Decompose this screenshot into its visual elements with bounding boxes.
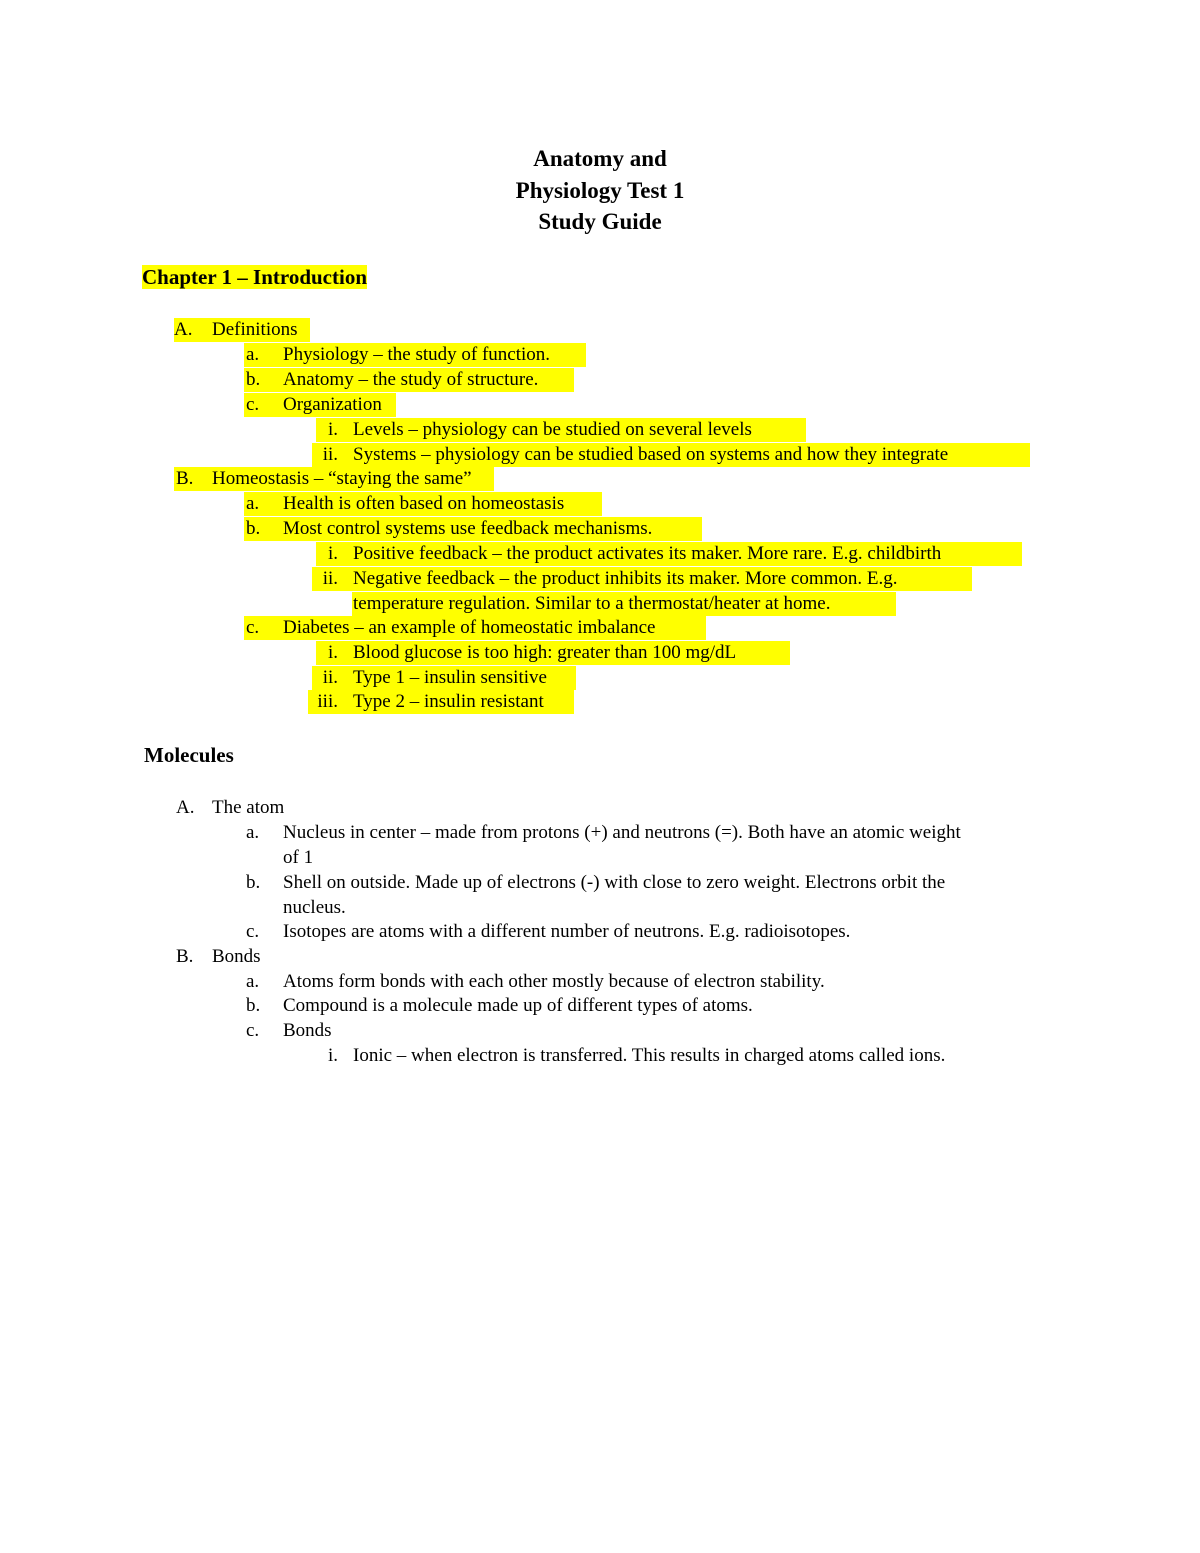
outline-text: Ionic – when electron is transferred. This results in charged atoms called ions.: [353, 1045, 946, 1066]
outline-item-A-c: [246, 392, 382, 417]
outline-marker: i.: [327, 1045, 338, 1066]
outline-marker: B.: [176, 468, 194, 489]
outline-text: Bonds: [283, 1020, 332, 1041]
molecules-heading: Molecules: [144, 743, 234, 767]
outline-marker: B.: [176, 946, 194, 967]
outline-item-A-b: [246, 367, 539, 392]
outline-item-B-c: [246, 615, 656, 640]
outline-text: Health is often based on homeostasis: [283, 493, 565, 514]
chapter-1-heading-text: Chapter 1 – Introduction: [142, 265, 368, 289]
chapter-1-heading: [142, 264, 367, 290]
outline-text: Negative feedback – the product inhibits its maker. More common. E.g.: [353, 568, 898, 589]
outline-marker: ii.: [322, 667, 338, 688]
outline-text: Physiology – the study of function.: [283, 344, 551, 365]
outline-text: Definitions: [212, 319, 298, 340]
document-title-line-3: Study Guide: [538, 209, 662, 234]
outline-text: Atoms form bonds with each other mostly because of electron stability.: [283, 971, 825, 992]
molecules-item-A-a-continuation: of 1: [283, 847, 314, 868]
document-title-line-1: Anatomy and: [533, 146, 667, 171]
molecules-item-B: [176, 944, 261, 969]
outline-marker: a.: [246, 344, 260, 365]
outline-text: Levels – physiology can be studied on several levels: [353, 419, 752, 440]
outline-marker: a.: [246, 493, 260, 514]
outline-text: Type 1 – insulin sensitive: [353, 667, 547, 688]
outline-marker: A.: [176, 797, 195, 818]
outline-text: Type 2 – insulin resistant: [353, 691, 544, 712]
molecules-item-B-a: [246, 969, 825, 994]
outline-text: Isotopes are atoms with a different number of neutrons. E.g. radioisotopes.: [283, 921, 851, 942]
outline-marker: b.: [246, 518, 261, 539]
outline-marker: iii.: [317, 691, 338, 712]
outline-item-A-a: [246, 342, 551, 367]
outline-text: Diabetes – an example of homeostatic imbalance: [283, 617, 656, 638]
outline-marker: i.: [327, 543, 338, 564]
outline-marker: b.: [246, 872, 261, 893]
outline-marker: c.: [246, 394, 260, 415]
outline-text: Blood glucose is too high: greater than 100 mg/dL: [353, 642, 737, 663]
outline-marker: ii.: [322, 444, 338, 465]
outline-text: Most control systems use feedback mechanisms.: [283, 518, 653, 539]
outline-text: The atom: [212, 797, 285, 818]
outline-marker: A.: [174, 319, 193, 340]
outline-marker: c.: [246, 921, 260, 942]
molecules-item-B-b: [246, 993, 753, 1018]
outline-text: Shell on outside. Made up of electrons (-) with close to zero weight. Electrons orbit the: [283, 872, 946, 893]
outline-item-B-b: [246, 516, 653, 541]
outline-text: Positive feedback – the product activates its maker. More rare. E.g. childbirth: [353, 543, 942, 564]
outline-text: Bonds: [212, 946, 261, 967]
outline-text: Organization: [283, 394, 382, 415]
outline-marker: b.: [246, 995, 261, 1016]
molecules-item-A-c: [246, 919, 851, 944]
outline-text: Homeostasis – “staying the same”: [212, 468, 472, 489]
outline-item-B-a: [246, 491, 565, 516]
molecules-item-A-a: [246, 820, 961, 845]
outline-marker: ii.: [322, 568, 338, 589]
molecules-item-A: [176, 795, 285, 820]
outline-marker: c.: [246, 1020, 260, 1041]
outline-text: Anatomy – the study of structure.: [283, 369, 539, 390]
outline-marker: c.: [246, 617, 260, 638]
outline-text: Compound is a molecule made up of different types of atoms.: [283, 995, 753, 1016]
outline-text: Systems – physiology can be studied based on systems and how they integrate: [353, 444, 949, 465]
molecules-item-B-c: [246, 1018, 332, 1043]
molecules-item-A-b-continuation: nucleus.: [283, 897, 346, 918]
outline-item-B-b-ii-continuation: temperature regulation. Similar to a thermostat/heater at home.: [353, 593, 831, 614]
outline-marker: a.: [246, 971, 260, 992]
outline-marker: i.: [327, 642, 338, 663]
document-title-line-2: Physiology Test 1: [515, 178, 685, 203]
outline-item-A: [174, 317, 298, 342]
molecules-item-A-b: [246, 870, 946, 895]
outline-text: Nucleus in center – made from protons (+) and neutrons (=). Both have an atomic weight: [283, 822, 961, 843]
outline-marker: b.: [246, 369, 261, 390]
outline-marker: a.: [246, 822, 260, 843]
outline-item-B: [176, 466, 472, 491]
outline-marker: i.: [327, 419, 338, 440]
